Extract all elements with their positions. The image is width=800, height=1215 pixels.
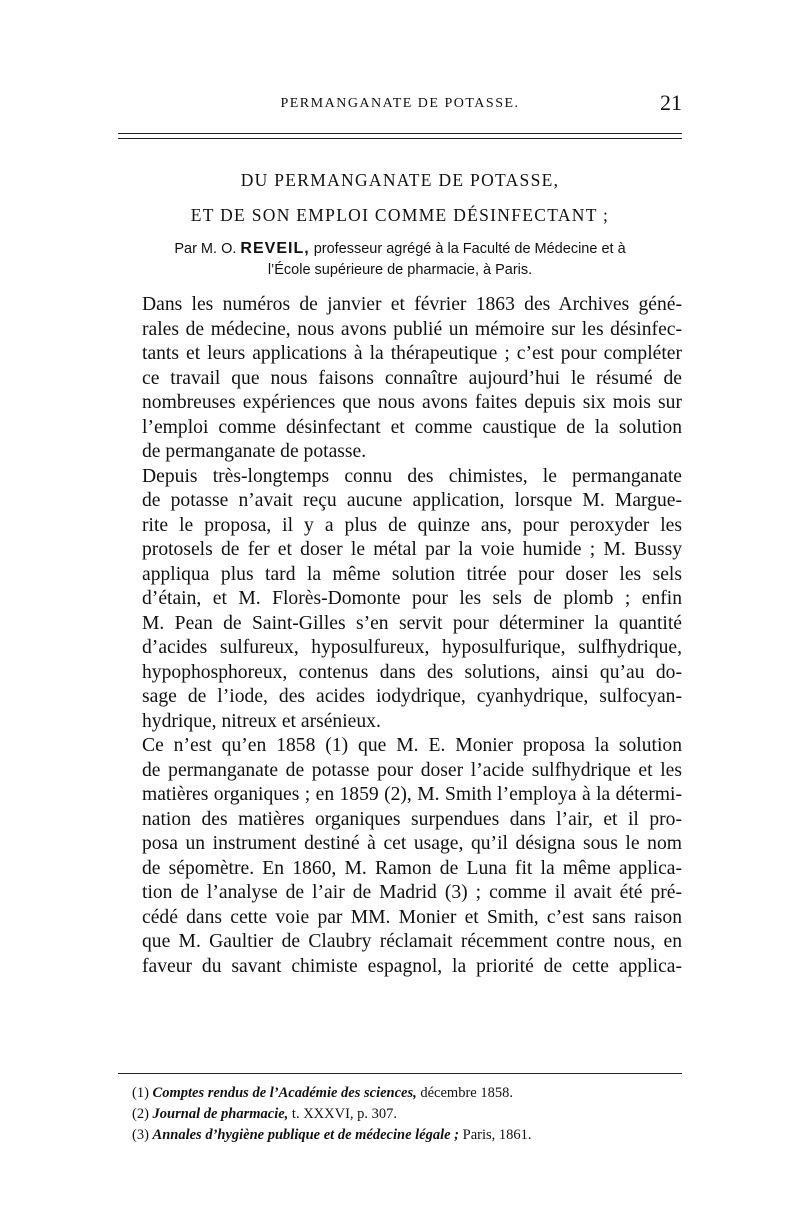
footnote-1 (132, 1083, 682, 1104)
footnote-source-title: Annales d’hygiène publique et de médecine légale ; (152, 1127, 460, 1143)
article-title-line-2: ET DE SON EMPLOI COMME DÉSINFECTANT ; (190, 205, 610, 225)
text-line: de permanganate de potasse pour doser l’acide sulfhydrique et les (142, 759, 682, 781)
text-line: tion de l’analyse de l’air de Madrid (3) ; comme il avait été pré- (142, 882, 682, 903)
paragraph-2 (118, 465, 682, 735)
footnote-rule (118, 1073, 682, 1074)
footnotes (132, 1083, 682, 1146)
footnote-number: (3) (132, 1127, 149, 1143)
footnote-detail: Paris, 1861. (462, 1127, 532, 1143)
text-line: M. Pean de Saint-Gilles s’en servit pour déterminer la quantité (142, 612, 682, 634)
byline-affiliation-2: l’École supérieure de pharmacie, à Paris. (267, 262, 533, 278)
byline-affiliation-1: professeur agrégé à la Faculté de Médecine et à (313, 241, 626, 257)
text-line: rales de médecine, nous avons publié un mémoire sur les désinfec- (142, 318, 682, 340)
footnote-detail: t. XXXVI, p. 307. (291, 1106, 398, 1122)
footnote-number: (1) (132, 1085, 149, 1101)
text-line: matières organiques ; en 1859 (2), M. Smith l’employa à la détermi- (142, 784, 682, 805)
paragraph-3 (118, 734, 682, 979)
text-line: de potasse n’avait reçu aucune application, lorsque M. Margue- (142, 490, 682, 511)
text-line: Depuis très-longtemps connu des chimistes, le permanganate (142, 465, 682, 487)
header-rule (118, 133, 682, 139)
text-line: nombreuses expériences que nous avons faites depuis six mois sur (142, 392, 682, 413)
footnote-detail: décembre 1858. (420, 1085, 513, 1101)
text-line: sage de l’iode, des acides iodydrique, cyanhydrique, sulfocyan- (142, 686, 682, 707)
byline-prefix: Par M. O. (174, 241, 237, 257)
text-line: ce travail que nous faisons connaître aujourd’hui le résumé de (142, 367, 682, 389)
article-title-line-1: DU PERMANGANATE DE POTASSE, (240, 170, 560, 190)
paragraph-1 (118, 293, 682, 465)
text-line: cédé dans cette voie par MM. Monier et Smith, c’est sans raison (142, 906, 682, 928)
text-line: de permanganate de potasse. (142, 441, 367, 462)
text-line: de sépomètre. En 1860, M. Ramon de Luna fit la même applica- (142, 857, 682, 879)
text-line: hypophosphoreux, contenus dans des solutions, ainsi qu’au do- (142, 661, 682, 683)
byline-author: REVEIL, (240, 240, 310, 257)
footnote-source-title: Comptes rendus de l’Académie des sciences, (152, 1085, 417, 1101)
text-line: Dans les numéros de janvier et février 1863 des Archives géné- (142, 294, 682, 315)
page-number: 21 (660, 90, 682, 115)
footnote-number: (2) (132, 1106, 149, 1122)
text-line: l’emploi comme désinfectant et comme caustique de la solution (142, 416, 682, 438)
running-title: PERMANGANATE DE POTASSE. (280, 96, 520, 111)
text-line: nation des matières organiques surpendues dans l’air, et il pro- (142, 808, 682, 830)
footnote-2 (132, 1104, 682, 1125)
footnote-source-title: Journal de pharmacie, (152, 1106, 289, 1122)
text-line: d’étain, et M. Florès-Domonte pour les sels de plomb ; enfin (142, 588, 682, 609)
text-line: protosels de fer et doser le métal par la voie humide ; M. Bussy (142, 539, 682, 560)
text-line: hydrique, nitreux et arsénieux. (142, 710, 381, 732)
text-line: posa un instrument destiné à cet usage, qu’il désigna sous le nom (142, 833, 682, 854)
text-line: tants et leurs applications à la thérapeutique ; c’est pour compléter (142, 343, 682, 364)
footnote-3 (132, 1125, 682, 1146)
text-line: appliqua plus tard la même solution titrée pour doser les sels (142, 563, 682, 585)
text-line: d’acides sulfureux, hyposulfureux, hyposulfurique, sulfhydrique, (142, 637, 682, 658)
text-line: Ce n’est qu’en 1858 (1) que M. E. Monier proposa la solution (142, 735, 682, 756)
byline (118, 238, 682, 281)
text-line: rite le proposa, il y a plus de quinze ans, pour peroxyder les (142, 514, 682, 536)
running-head (118, 92, 682, 122)
body-text (118, 293, 682, 979)
text-line: faveur du savant chimiste espagnol, la priorité de cette applica- (142, 955, 682, 977)
text-line: que M. Gaultier de Claubry réclamait récemment contre nous, en (142, 931, 682, 952)
